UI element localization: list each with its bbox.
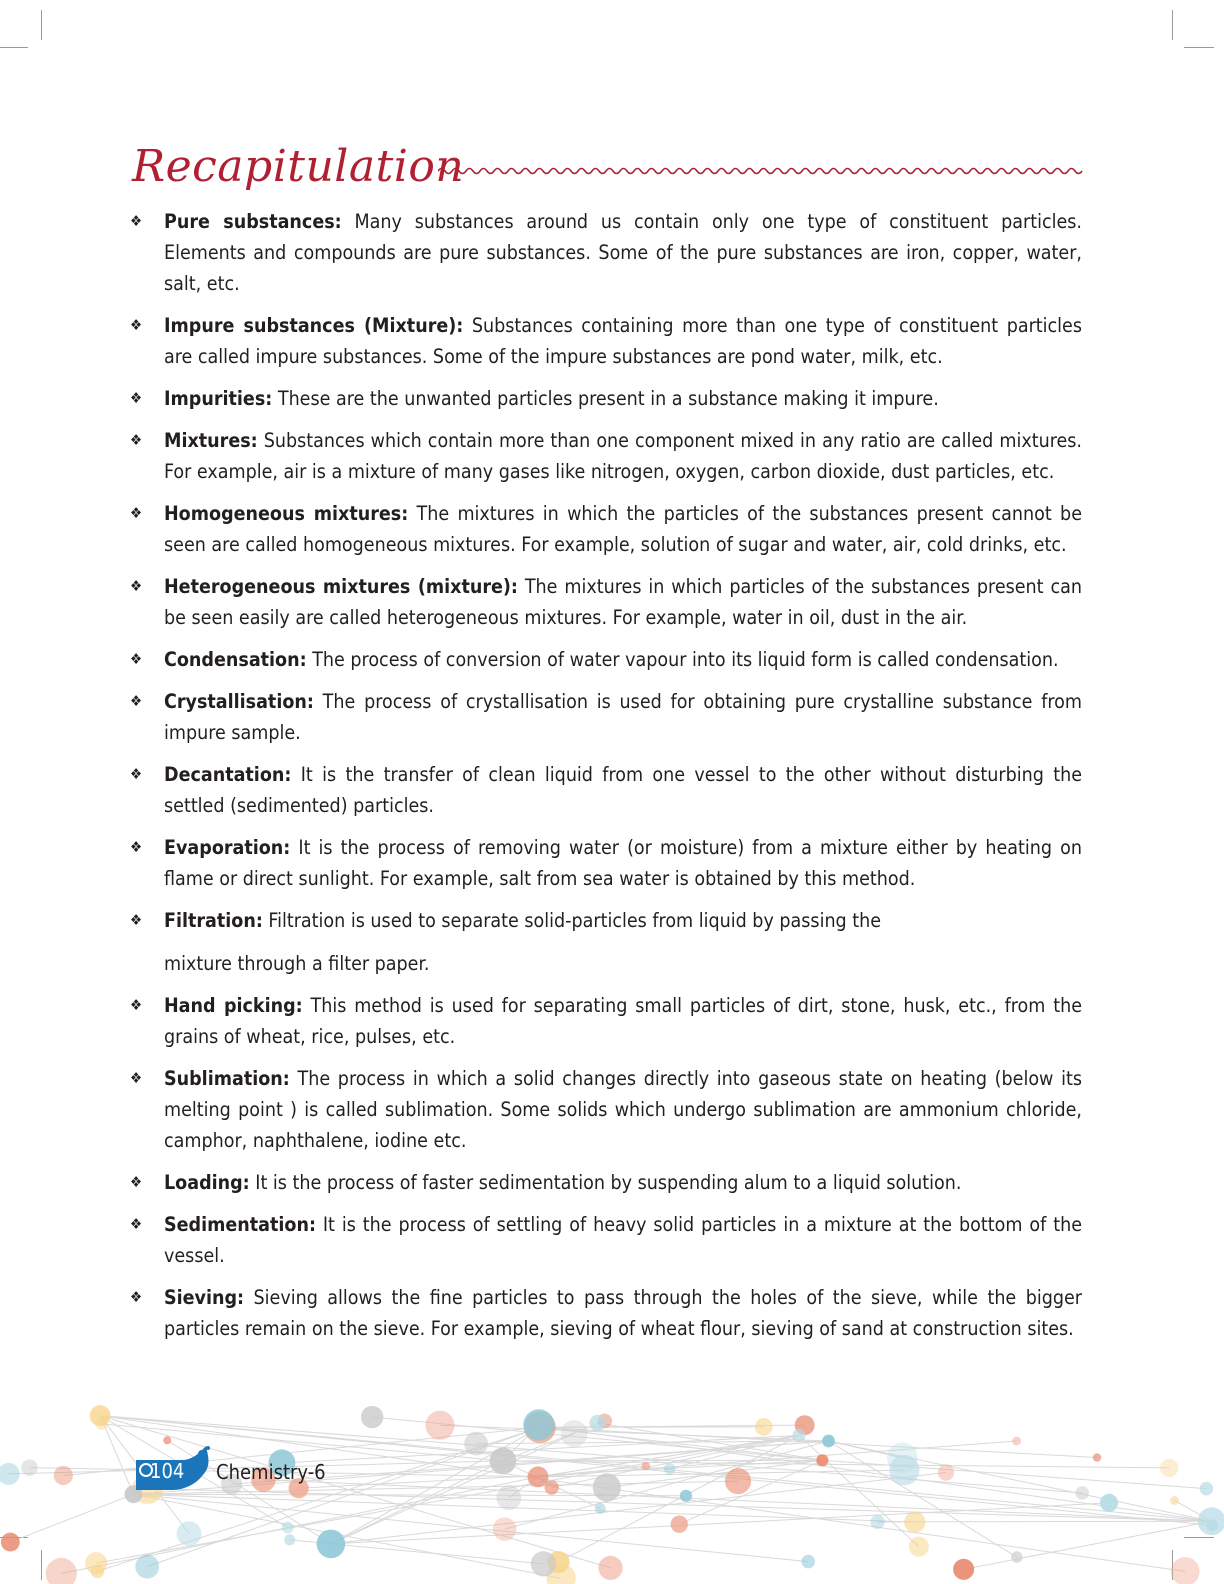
item-term: Filtration: [164,909,263,932]
recap-list-item [130,832,1082,894]
item-term: Evaporation: [164,836,291,859]
item-description: The mixtures in which particles of the substances present can be seen easily are called heterogeneous mixtures. For example, water in oil, dust in the air. [164,575,1082,629]
item-description: The process of conversion of water vapour into its liquid form is called condensation. [306,648,1059,671]
recap-list [130,206,1082,1355]
item-description: The process in which a solid changes directly into gaseous state on heating (below its melting point ) is called sublimation. Some solids which undergo sublimation are ammonium chloride, camphor, naphthalene, iodine etc. [164,1067,1082,1152]
item-term: Crystallisation: [164,690,314,713]
recap-list-item [130,383,1082,414]
item-description-continued: mixture through a filter paper. [164,952,430,975]
item-description: Sieving allows the fine particles to pass through the holes of the sieve, while the bigger particles remain on the sieve. For example, sieving of wheat flour, sieving of sand at construction sites. [164,1286,1082,1340]
recap-list-item [130,990,1082,1052]
section-heading [132,136,1084,198]
item-description: Filtration is used to separate solid-particles from liquid by passing the [262,909,882,932]
diamond-bullet-icon: ❖ [130,996,143,1014]
book-title: Chemistry-6 [216,1460,326,1484]
crop-mark-top-right-v [1172,10,1173,40]
diamond-bullet-icon: ❖ [130,1069,143,1087]
recap-list-item [130,310,1082,372]
item-term: Decantation: [164,763,292,786]
crop-mark-top-right-h [1184,47,1214,48]
recap-list-item [130,206,1082,299]
recap-list-item [130,759,1082,821]
diamond-bullet-icon: ❖ [130,577,143,595]
crop-mark-top-left-v [41,10,42,40]
squiggle-ornament [438,160,1084,182]
diamond-bullet-icon: ❖ [130,911,143,929]
recap-list-item [130,498,1082,560]
item-term: Pure substances: [164,210,342,233]
diamond-bullet-icon: ❖ [130,838,143,856]
item-term: Loading: [164,1171,250,1194]
diamond-bullet-icon: ❖ [130,389,143,407]
recap-list-item [130,686,1082,748]
item-description: It is the process of settling of heavy solid particles in a mixture at the bottom of the vessel. [164,1213,1082,1267]
item-term: Mixtures: [164,429,258,452]
heading-title: Recapitulation [132,141,465,192]
item-description: Many substances around us contain only one type of constituent particles. Elements and compounds are pure substances. Some of the pure substances are iron, copper, water, salt, etc. [164,210,1082,295]
item-term: Impurities: [164,387,273,410]
diamond-bullet-icon: ❖ [130,504,143,522]
item-term: Sedimentation: [164,1213,316,1236]
recap-list-item [130,1167,1082,1198]
diamond-bullet-icon: ❖ [130,1173,143,1191]
recap-list-item [130,1209,1082,1271]
item-description: It is the transfer of clean liquid from one vessel to the other without disturbing the settled (sedimented) particles. [164,763,1082,817]
diamond-bullet-icon: ❖ [130,1288,143,1306]
diamond-bullet-icon: ❖ [130,1215,143,1233]
recap-list-item [130,425,1082,487]
item-description: It is the process of removing water (or moisture) from a mixture either by heating on flame or direct sunlight. For example, salt from sea water is obtained by this method. [164,836,1082,890]
recap-list-item [130,905,1082,979]
item-term: Sieving: [164,1286,245,1309]
item-description: It is the process of faster sedimentation by suspending alum to a liquid solution. [249,1171,962,1194]
recap-list-item [130,1063,1082,1156]
item-term: Homogeneous mixtures: [164,502,409,525]
crop-mark-top-left-h [0,47,28,48]
diamond-bullet-icon: ❖ [130,212,143,230]
diamond-bullet-icon: ❖ [130,431,143,449]
item-term: Condensation: [164,648,307,671]
item-term: Hand picking: [164,994,303,1017]
diamond-bullet-icon: ❖ [130,765,143,783]
item-description: Substances which contain more than one component mixed in any ratio are called mixtures. For example, air is a mixture of many gases like nitrogen, oxygen, carbon dioxide, dust particles, etc. [164,429,1082,483]
item-term: Impure substances (Mixture): [164,314,464,337]
item-description: The mixtures in which the particles of the substances present cannot be seen are called homogeneous mixtures. For example, solution of sugar and water, air, cold drinks, etc. [164,502,1082,556]
recap-list-item [130,1282,1082,1344]
recap-list-item [130,644,1082,675]
diamond-bullet-icon: ❖ [130,692,143,710]
item-description: This method is used for separating small particles of dirt, stone, husk, etc., from the grains of wheat, rice, pulses, etc. [164,994,1082,1048]
page-number: 104 [150,1459,185,1483]
item-term: Sublimation: [164,1067,290,1090]
item-description: These are the unwanted particles present in a substance making it impure. [272,387,939,410]
diamond-bullet-icon: ❖ [130,316,143,334]
item-description: Substances containing more than one type of constituent particles are called impure substances. Some of the impure substances are pond water, milk, etc. [164,314,1082,368]
item-description: The process of crystallisation is used for obtaining pure crystalline substance from impure sample. [164,690,1082,744]
item-term: Heterogeneous mixtures (mixture): [164,575,518,598]
recap-list-item [130,571,1082,633]
diamond-bullet-icon: ❖ [130,650,143,668]
